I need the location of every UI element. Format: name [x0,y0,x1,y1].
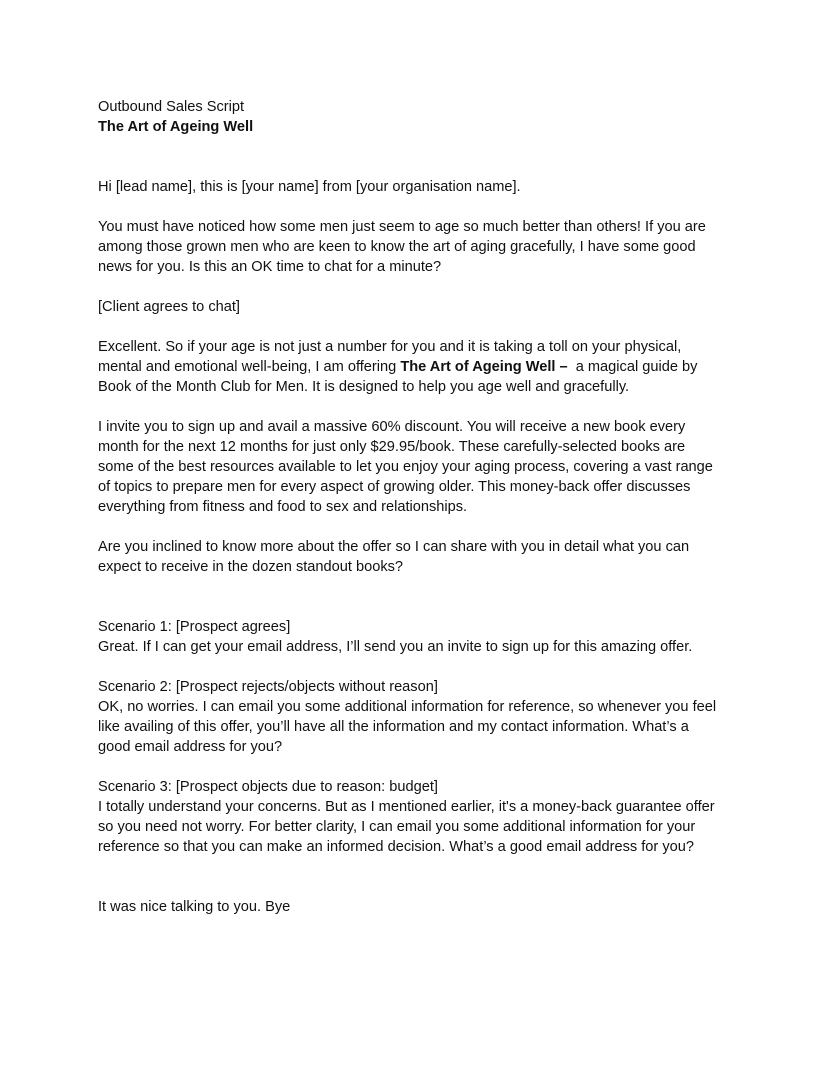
text-line: like availing of this offer, you’ll have all the information and my contact information. What’s a [98,719,689,735]
text-line: so you need not worry. For better clarity, I can email you some additional information for your [98,819,696,835]
text-line: You must have noticed how some men just seem to age so much better than others! If you are [98,219,706,235]
scenario-3 [98,777,748,857]
text-line: among those grown men who are keen to know the art of aging gracefully, I have some good [98,239,696,255]
text-line: Excellent. So if your age is not just a number for you and it is taking a toll on your physical, [98,339,682,355]
scenario-label: Scenario 2: [Prospect rejects/objects without reason] [98,679,438,695]
document-heading: Outbound Sales Script [98,99,245,115]
text-line: some of the best resources available to let you enjoy your aging process, covering a vast range [98,459,713,475]
text-line: Book of the Month Club for Men. It is designed to help you age well and gracefully. [98,379,630,395]
text-line: month for the next 12 months for just only $29.95/book. These carefully-selected books are [98,439,686,455]
text-line: I invite you to sign up and avail a massive 60% discount. You will receive a new book every [98,419,686,435]
scenario-label: Scenario 1: [Prospect agrees] [98,619,291,635]
text-line: good email address for you? [98,739,283,755]
text-line: OK, no worries. I can email you some additional information for reference, so whenever you feel [98,699,717,715]
invite-paragraph [98,417,748,517]
text-line: everything from fitness and food to sex and relationships. [98,499,468,515]
closing-line: It was nice talking to you. Bye [98,899,291,915]
text-line: I totally understand your concerns. But as I mentioned earlier, it's a money-back guarantee offer [98,799,715,815]
text-line: mental and emotional well-being, I am offering The Art of Ageing Well – a magical guide by [98,359,698,375]
scenario-2 [98,677,748,757]
greeting-paragraph: Hi [lead name], this is [your name] from [your organisation name]. [98,179,521,195]
client-agrees-note: [Client agrees to chat] [98,299,240,315]
scenario-1 [98,617,748,657]
offer-paragraph [98,337,748,397]
intro-paragraph [98,217,748,277]
question-paragraph [98,537,748,577]
text-line: Great. If I can get your email address, I’ll send you an invite to sign up for this amazing offer. [98,639,693,655]
text-line: of topics to prepare men for every aspect of growing older. This money-back offer discusses [98,479,691,495]
text-line: Are you inclined to know more about the offer so I can share with you in detail what you can [98,539,690,555]
text-line: reference so that you can make an informed decision. What’s a good email address for you? [98,839,694,855]
document-body [98,97,748,917]
offer-title: The Art of Ageing Well – [400,359,568,375]
text-line: news for you. Is this an OK time to chat for a minute? [98,259,442,275]
document-title: The Art of Ageing Well [98,119,254,135]
scenario-label: Scenario 3: [Prospect objects due to reason: budget] [98,779,438,795]
text-line: expect to receive in the dozen standout books? [98,559,404,575]
